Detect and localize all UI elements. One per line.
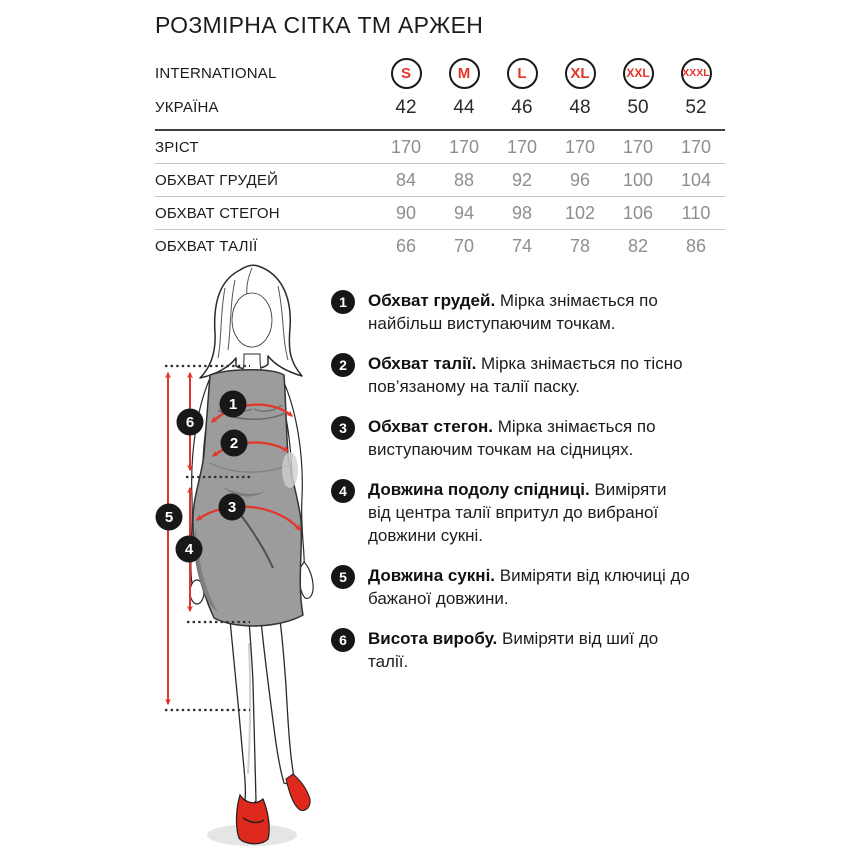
table-cell: 88 xyxy=(453,169,475,190)
table-cell: 98 xyxy=(511,202,533,223)
size-badge-m: M xyxy=(449,58,480,89)
svg-text:3: 3 xyxy=(227,499,237,516)
table-cell: 78 xyxy=(569,235,591,256)
table-cell: 50 xyxy=(627,96,649,118)
item-description: Виміряти від ключиці до бажаної довжини. xyxy=(368,566,690,608)
item-number-badge: 2 xyxy=(331,353,355,377)
table-cell: 170 xyxy=(506,136,538,157)
item-description: Мірка знімається по тісно пов’язаному на талії паску. xyxy=(368,354,683,396)
item-description: Мірка знімається по найбільш виступаючим точкам. xyxy=(368,291,658,333)
item-number-badge: 5 xyxy=(331,565,355,589)
table-cell: 90 xyxy=(395,202,417,223)
measurement-item-6 xyxy=(331,627,726,673)
item-description: Мірка знімається по виступаючим точкам на сідницях. xyxy=(368,417,656,459)
row-label-ukraine: УКРАЇНА xyxy=(155,99,219,116)
table-cell: 100 xyxy=(622,169,654,190)
table-cell: 82 xyxy=(627,235,649,256)
table-row-hips xyxy=(155,197,725,230)
table-row-chest xyxy=(155,164,725,197)
item-number-badge: 1 xyxy=(331,290,355,314)
row-label-international: INTERNATIONAL xyxy=(155,64,277,82)
table-cell: 102 xyxy=(564,202,596,223)
item-number-badge: 3 xyxy=(331,416,355,440)
table-cell: 86 xyxy=(685,235,707,256)
item-term: Обхват грудей. xyxy=(368,291,496,310)
table-cell: 170 xyxy=(390,136,422,157)
item-number-badge: 6 xyxy=(331,628,355,652)
item-term: Довжина сукні. xyxy=(368,566,496,585)
table-cell: 74 xyxy=(511,235,533,256)
measurement-item-3 xyxy=(331,415,726,461)
size-badge-l: L xyxy=(507,58,538,89)
svg-text:5: 5 xyxy=(164,509,174,526)
table-cell: 96 xyxy=(569,169,591,190)
table-cell: 46 xyxy=(511,96,533,118)
item-term: Обхват стегон. xyxy=(368,417,493,436)
svg-text:6: 6 xyxy=(185,414,195,431)
table-cell: 94 xyxy=(453,202,475,223)
item-description: Виміряти від шиї до талії. xyxy=(368,629,659,671)
item-number-badge: 4 xyxy=(331,479,355,503)
measurement-item-4 xyxy=(331,478,726,547)
table-cell: 84 xyxy=(395,169,417,190)
measurement-list xyxy=(331,289,726,690)
row-label: ОБХВАТ ГРУДЕЙ xyxy=(155,171,279,189)
table-row-international xyxy=(155,55,725,91)
table-cell: 106 xyxy=(622,202,654,223)
size-badge-xl: XL xyxy=(565,58,596,89)
row-label: ОБХВАТ СТЕГОН xyxy=(155,204,280,222)
table-cell: 92 xyxy=(511,169,533,190)
table-cell: 170 xyxy=(680,136,712,157)
table-cell: 48 xyxy=(569,96,591,118)
item-description: Виміряти від центра талії впритул до вибраної довжини сукні. xyxy=(368,480,667,545)
table-cell: 44 xyxy=(453,96,475,118)
size-badge-xxl: XXL xyxy=(623,58,654,89)
table-cell: 42 xyxy=(395,96,417,118)
item-term: Довжина подолу спідниці. xyxy=(368,480,590,499)
figure-legs xyxy=(230,620,294,803)
table-cell: 104 xyxy=(680,169,712,190)
svg-text:4: 4 xyxy=(184,541,194,558)
svg-text:1: 1 xyxy=(228,396,238,413)
measurement-item-5 xyxy=(331,564,726,610)
svg-text:2: 2 xyxy=(229,435,239,452)
table-cell: 70 xyxy=(453,235,475,256)
row-label: ЗРІСТ xyxy=(155,138,199,156)
item-term: Висота виробу. xyxy=(368,629,498,648)
measurement-item-2 xyxy=(331,352,726,398)
table-row-ukraine xyxy=(155,91,725,124)
row-label: ОБХВАТ ТАЛІЇ xyxy=(155,237,258,255)
measurement-item-1 xyxy=(331,289,726,335)
size-badge-s: S xyxy=(391,58,422,89)
table-cell: 66 xyxy=(395,235,417,256)
table-cell: 52 xyxy=(685,96,707,118)
size-badge-xxxl: XXXL xyxy=(681,58,712,89)
table-cell: 110 xyxy=(681,202,711,223)
table-cell: 170 xyxy=(564,136,596,157)
table-row-height xyxy=(155,131,725,164)
item-term: Обхват талії. xyxy=(368,354,477,373)
size-table xyxy=(155,55,725,262)
page-title: РОЗМІРНА СІТКА ТМ АРЖЕН xyxy=(155,12,484,38)
table-cell: 170 xyxy=(448,136,480,157)
table-cell: 170 xyxy=(622,136,654,157)
